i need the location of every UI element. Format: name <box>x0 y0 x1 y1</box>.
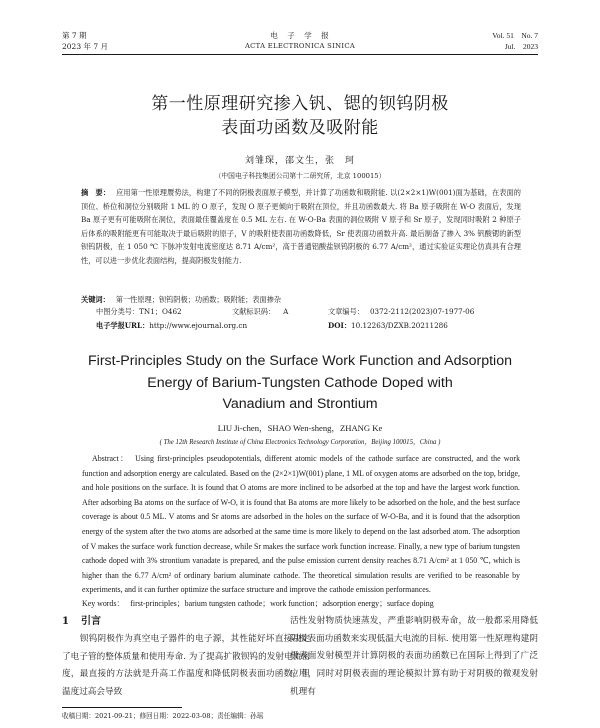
keywords-cn <box>81 293 521 307</box>
section-heading <box>62 612 113 627</box>
issue-date: 2023 年 7 月 <box>62 42 109 51</box>
doc-value: A <box>283 307 289 316</box>
clc-number <box>96 307 182 317</box>
clc-value: TN1；O462 <box>139 307 182 316</box>
keywords-en <box>82 597 520 612</box>
url-label: 电子学报URL： <box>96 321 150 330</box>
clc-label: 中图分类号： <box>96 307 140 316</box>
keywords-cn-label: 关键词： <box>81 295 110 304</box>
issue-number: 第 7 期 <box>62 31 87 40</box>
title-cn-line-2: 表面功函数及吸附能 <box>221 118 379 138</box>
title-en <box>0 351 600 416</box>
abstract-en-text: Using first-principles pseudopotentials, different atomic models of the cathode surface are constructed, and the work function and adsorption energy are calculated. Based on the (2×2×1)W(001) plane, 1 ML of oxygen atoms are adsorbed on the top, bridge, and hole positions on the surface. It is found that O atoms are more inclined to be adsorbed at the top and have the largest work function. After adsorbing Ba atoms on the surface of W-O, it is found that Ba atoms are more likely to be adsorbed on the hole, and the best surface coverage is about 0.5 ML. V atoms and Sr atoms are adsorbed in the holes on the surface of W-O-Ba, and it is found that the adsorption energy of the system after the two atoms are adsorbed at the same time is more likely to depend on the last adsorbed atom. The adsorption of V makes the surface work function decrease, while Sr makes the surface work function increase. Finally, a new type of barium tungsten cathode doped with 3% strontium vanadate is prepared, and the pulse emission current density reaches 8.71 A/cm² at 1 050 ℃, which is higher than the 6.77 A/cm² of ordinary barium aluminate cathode. The theoretical simulation results are verified to be reasonable by experiments, and it can further optimize the surface structure and improve the cathode emission performances. <box>82 454 521 595</box>
article-number <box>328 307 474 317</box>
volume-info: Vol. 51 No. 7 <box>492 31 538 40</box>
doc-code <box>232 307 288 317</box>
abstract-cn-text: 应用第一性原理赝势法，构建了不同的阴极表面原子模型，并计算了功函数和吸附能. 以(2×2×1)W(001)面为基础，在表面的顶位、桥位和洞位分别吸附 1 ML 的 O 原子，发现 O 原子更倾向于吸附在顶位，并且功函数最大. 将 Ba 原子吸附在 W-O 表面后，发现 Ba 原子更有可能吸附在洞位，表面最佳覆盖度在 0.5 ML 左右. 在 W-O-Ba 表面的洞位吸附 V 原子和 Sr 原子，发现同时吸附 2 种原子后体系的吸附能更有可能取决于最后吸附的原子，V 的吸附使表面功函数降低，Sr 使表面功函数升高. 最后制备了掺入 3% 钒酸锶的新型钡钨阴极，在 1 050 ℃ 下脉冲发射电流密度达 8.71 A/cm²，高于普通铝酸盐钡钨阴极的 6.77 A/cm²，通过实验证实理论仿真具有合理性，可以进一步优化表面结构，提高阴极发射能力. <box>81 188 521 265</box>
title-cn <box>0 92 600 140</box>
keywords-en-text: first-principles；barium tungsten cathode；work function；adsorption energy；surface doping <box>130 599 434 608</box>
article-label: 文章编号： <box>328 307 364 316</box>
affiliation-en: ( The 12th Research Institute of China Electronics Technology Corporation，Beijing 100015，China ) <box>159 439 441 446</box>
doi-value: 10.12263/DZXB.20211286 <box>351 321 448 330</box>
abstract-cn-label: 摘 要： <box>81 188 111 197</box>
abstract-cn <box>81 186 521 267</box>
keywords-cn-text: 第一性原理；钡钨阴极；功函数；吸附能；表面掺杂 <box>115 295 282 304</box>
authors-en: LIU Ji-chen，SHAO Wen-sheng，ZHANG Ke <box>217 423 383 433</box>
abstract-en <box>82 452 520 598</box>
journal-name-cn: 电 子 学 报 <box>270 31 330 40</box>
affiliation-cn: （中国电子科技集团公司第十二研究所，北京 100015） <box>214 172 386 180</box>
title-en-line-2: Energy of Barium-Tungsten Cathode Doped with <box>147 374 453 391</box>
section-number: 1 <box>62 616 69 627</box>
authors-cn: 刘雏琛，邵文生，张 珂 <box>244 156 355 166</box>
journal-url <box>96 321 247 331</box>
url-value: http://www.ejournal.org.cn <box>149 321 248 330</box>
intro-left-column: 钡钨阴极作为真空电子器件的电子源，其性能好坏直接决定了电子管的整体质量和使用寿命. 为了提高扩散钡钨的发射电流密度，最直接的方法就是升高工作温度和降低阴极表面功函数，但温度过高会导致 <box>62 634 310 698</box>
header-rule <box>62 54 538 55</box>
keywords-en-label: Key words： <box>82 599 125 608</box>
title-cn-line-1: 第一性原理研究掺入钒、锶的钡钨阴极 <box>151 94 449 114</box>
doc-label: 文献标识码： <box>232 307 276 316</box>
footnote-rule <box>62 707 182 708</box>
section-title: 引言 <box>80 616 101 627</box>
journal-name-en: ACTA ELECTRONICA SINICA <box>244 42 356 50</box>
title-en-line-1: First-Principles Study on the Surface Work Function and Adsorption <box>88 353 512 369</box>
doi <box>328 321 448 331</box>
article-value: 0372-2112(2023)07-1977-06 <box>369 307 475 316</box>
issue-date-en: Jul. 2023 <box>504 42 538 51</box>
title-en-line-3: Vanadium and Strontium <box>222 396 378 412</box>
abstract-en-label: Abstract： <box>92 454 130 463</box>
doi-label: DOI： <box>328 321 352 330</box>
intro-right-column: 活性发射物质快速蒸发，严重影响阴极寿命，故一般都采用降低阴极表面功函数来实现低温大电流的目标. 使用第一性原理构建阴极表面发射模型并计算阴极的表面功函数已在国际上得到了广泛应用，同时对阴极表面的理论模拟计算有助于对阴极的微观发射机理有 <box>290 616 538 697</box>
footnote: 收稿日期：2021-09-21；修回日期：2022-03-08；责任编辑：孙瑶 <box>62 712 264 720</box>
